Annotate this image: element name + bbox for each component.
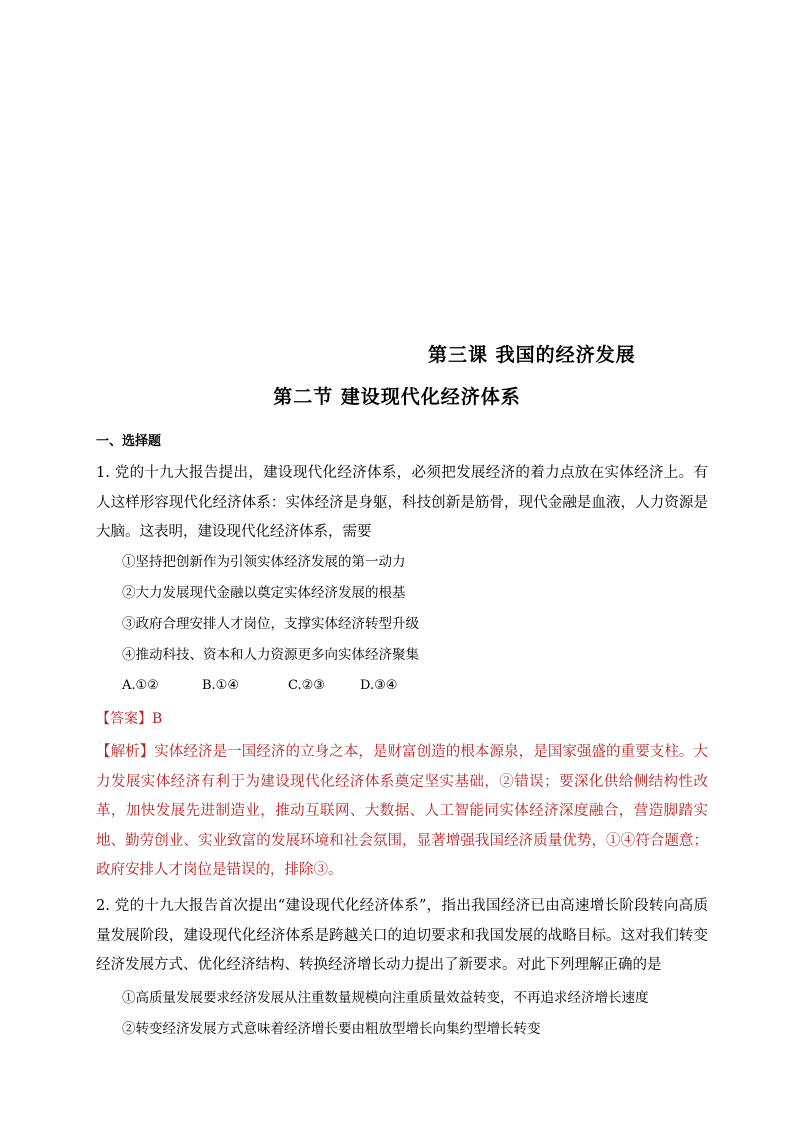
lesson-title: 第三课 我国的经济发展 [428, 344, 636, 366]
answer-value: B [152, 711, 163, 727]
question-1-option-2: ②大力发展现代金融以奠定实体经济发展的根基 [122, 585, 406, 601]
analysis-label: 【解析】 [96, 744, 155, 760]
choice-c: C.②③ [288, 678, 325, 693]
question-1-option-4: ④推动科技、资本和人力资源更多向实体经济聚集 [122, 647, 419, 663]
question-1-answer [96, 708, 162, 730]
section-title: 第二节 建设现代化经济体系 [273, 386, 521, 408]
analysis-text: 实体经济是一国经济的立身之本，是财富创造的根本源泉，是国家强盛的重要支柱。大力发展实体经济有利于为建设现代化经济体系奠定坚实基础，②错误；要深化供给侧结构性改革，加快发展先进制造业，推动互联网、大数据、人工智能同实体经济深度融合，营造脚踏实地、勤劳创业、实业致富的发展环境和社会氛围，显著增强我国经济质量优势，①④符合题意；政府安排人才岗位是错误的，排除③。 [96, 744, 709, 878]
question-1-option-3: ③政府合理安排人才岗位，支撑实体经济转型升级 [122, 616, 419, 632]
choice-d: D.③④ [360, 678, 398, 693]
question-1-choices [122, 676, 397, 696]
choice-b: B.①④ [202, 678, 239, 693]
question-type-heading: 一、选择题 [96, 434, 162, 449]
question-2-option-2: ②转变经济发展方式意味着经济增长要由粗放型增长向集约型增长转变 [122, 1021, 541, 1037]
question-2-stem: 2. 党的十九大报告首次提出“建设现代化经济体系”，指出我国经济已由高速增长阶段转向高质量发展阶段，建设现代化经济体系是跨越关口的迫切要求和我国发展的战略目标。这对我们转变经济发展方式、优化经济结构、转换经济增长动力提出了新要求。对此下列理解正确的是 [96, 898, 708, 973]
choice-a: A.①② [122, 678, 159, 693]
question-1-analysis [96, 738, 708, 886]
answer-label: 【答案】 [96, 711, 152, 727]
question-1-option-1: ①坚持把创新作为引领实体经济发展的第一动力 [122, 554, 406, 570]
question-2-option-1: ①高质量发展要求经济发展从注重数量规模向注重质量效益转变，不再追求经济增长速度 [122, 990, 649, 1006]
question-1-stem: 1. 党的十九大报告提出，建设现代化经济体系，必须把发展经济的着力点放在实体经济上。有人这样形容现代化经济体系：实体经济是身躯，科技创新是筋骨，现代金融是血液，人力资源是大脑。这表明，建设现代化经济体系，需要 [96, 465, 708, 540]
